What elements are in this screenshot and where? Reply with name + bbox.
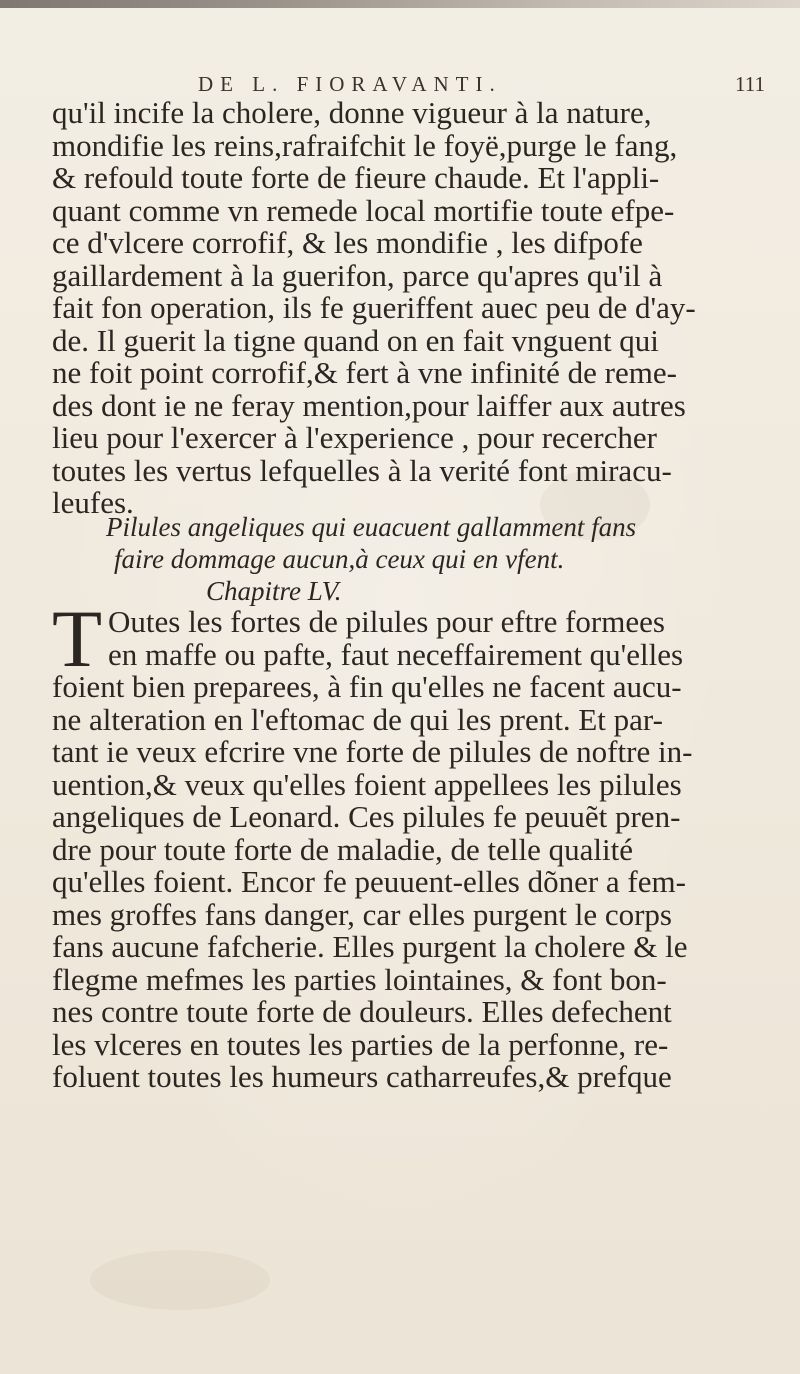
text-line: qu'elles foient. Encor fe peuuent-elles dõner a fem- [52, 864, 686, 899]
text-line: ce d'vlcere corrofif, & les mondifie , les difpofe [52, 225, 643, 260]
paragraph-1 [52, 97, 788, 520]
text-line: foient bien preparees, à fin qu'elles ne facent aucu- [52, 669, 682, 704]
paper-stain [90, 1250, 270, 1310]
text-line: flegme mefmes les parties lointaines, & font bon- [52, 961, 667, 997]
drop-cap: T [52, 593, 103, 684]
chapter-heading [106, 511, 746, 607]
text-line: fait fon operation, ils fe gueriffent auec peu de d'ay- [52, 290, 696, 325]
text-line: lieu pour l'exercer à l'experience , pour recercher [52, 420, 657, 455]
text-line: en maffe ou pafte, faut neceffairement qu'elles [108, 636, 684, 672]
page-top-edge [0, 0, 800, 8]
text-line: ne alteration en l'eftomac de qui les prent. Et par- [52, 701, 663, 737]
text-line: uention,& veux qu'elles foient appellees les pilules [52, 766, 682, 802]
text-line: gaillardement à la guerifon, parce qu'apres qu'il à [52, 257, 663, 293]
text-line: tant ie veux efcrire vne forte de pilules de noftre in- [52, 734, 693, 769]
text-line: ne foit point corrofif,& fert à vne infinité de reme- [52, 355, 677, 390]
text-line: des dont ie ne feray mention,pour laiffer aux autres [52, 387, 686, 423]
text-line: leufes. [52, 485, 134, 520]
text-line: les vlceres en toutes les parties de la perfonne, re- [52, 1026, 669, 1062]
text-line: mes groffes fans danger, car elles purgent le corps [52, 896, 672, 932]
text-line: quant comme vn remede local mortifie toute efpe- [52, 192, 675, 228]
text-line: de. Il guerit la tigne quand on en fait vnguent qui [52, 322, 659, 358]
paragraph-2 [52, 593, 788, 1094]
text-line: fans aucune fafcherie. Elles purgent la cholere & le [52, 929, 688, 964]
chapter-number: Chapitre LV. [206, 576, 342, 606]
heading-line-2: faire dommage aucun,à ceux qui en vfent. [114, 544, 565, 574]
text-line: qu'il incife la cholere, donne vigueur à la nature, [52, 95, 652, 130]
text-line: toutes les vertus lefquelles à la verité font miracu- [52, 452, 672, 488]
text-line: dre pour toute forte de maladie, de telle qualité [52, 831, 634, 867]
text-line: angeliques de Leonard. Ces pilules fe peuuẽt pren- [52, 799, 681, 834]
page-number: 111 [735, 72, 765, 96]
text-line: Outes les fortes de pilules pour eftre formees [108, 604, 665, 639]
running-head: DE L. FIORAVANTI. [198, 72, 502, 96]
text-line: nes contre toute forte de douleurs. Elles defechent [52, 994, 672, 1029]
text-line: foluent toutes les humeurs catharreufes,& prefque [52, 1059, 672, 1094]
heading-line-1: Pilules angeliques qui euacuent gallamment fans [106, 512, 637, 542]
text-line: & refould toute forte de fieure chaude. Et l'appli- [52, 160, 660, 195]
text-line: mondifie les reins,rafraifchit le foyë,purge le fang, [52, 127, 678, 163]
